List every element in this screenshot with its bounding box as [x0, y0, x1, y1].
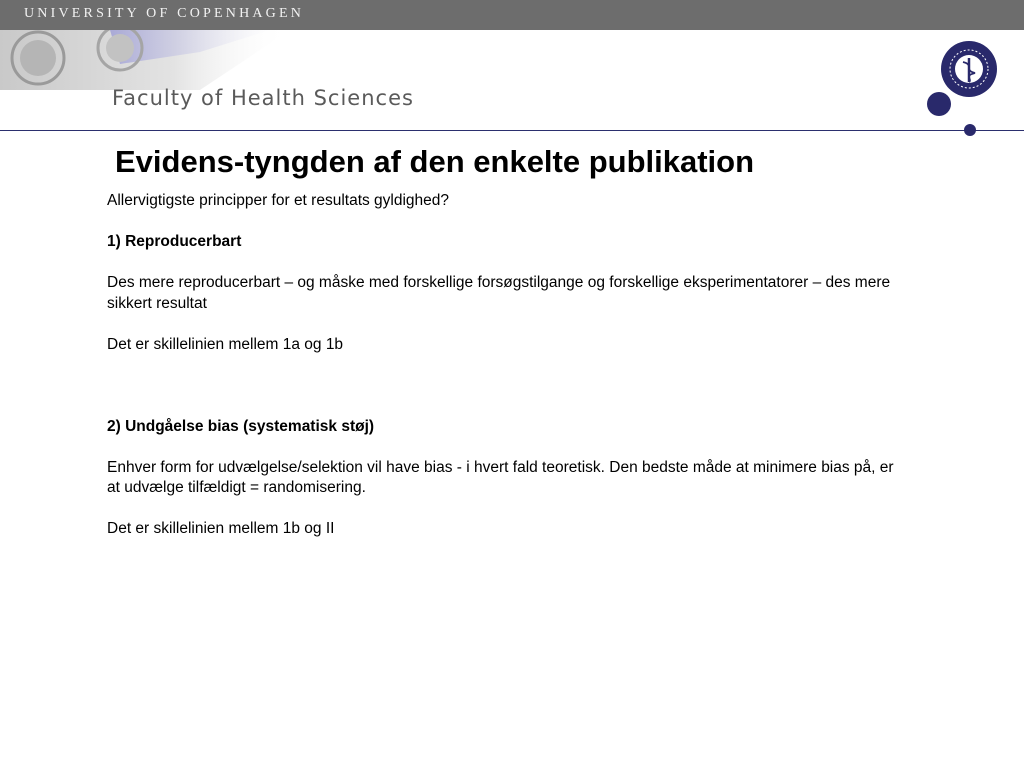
header-divider — [0, 130, 1024, 131]
faculty-name: Faculty of Health Sciences — [112, 86, 414, 110]
section-1-note: Det er skillelinien mellem 1a og 1b — [107, 335, 344, 353]
decorative-dot-large — [927, 92, 951, 116]
section-1-body: Des mere reproducerbart – og måske med forskellige forsøgstilgange og forskellige eksperimentatorer – des mere sikkert resultat — [107, 274, 891, 312]
top-banner — [0, 0, 1024, 30]
section-2-note: Det er skillelinien mellem 1b og II — [107, 520, 335, 537]
section-2-body: Enhver form for udvælgelse/selektion vil have bias - i hvert fald teoretisk. Den bedste måde at minimere bias på, er at udvælge tilfældigt = randomisering. — [107, 458, 894, 496]
slide-body — [107, 191, 907, 540]
section-2-heading: 2) Undgåelse bias (systematisk støj) — [107, 417, 375, 435]
seal-banner-image — [0, 30, 290, 90]
intro-text: Allervigtigste principper for et resultats gyldighed? — [107, 192, 450, 209]
decorative-dot-small — [964, 124, 976, 136]
slide-title: Evidens-tyngden af den enkelte publikation — [115, 144, 755, 179]
university-name: UNIVERSITY OF COPENHAGEN — [24, 6, 305, 21]
medical-faculty-seal-icon — [940, 40, 998, 98]
section-1-heading: 1) Reproducerbart — [107, 233, 242, 250]
